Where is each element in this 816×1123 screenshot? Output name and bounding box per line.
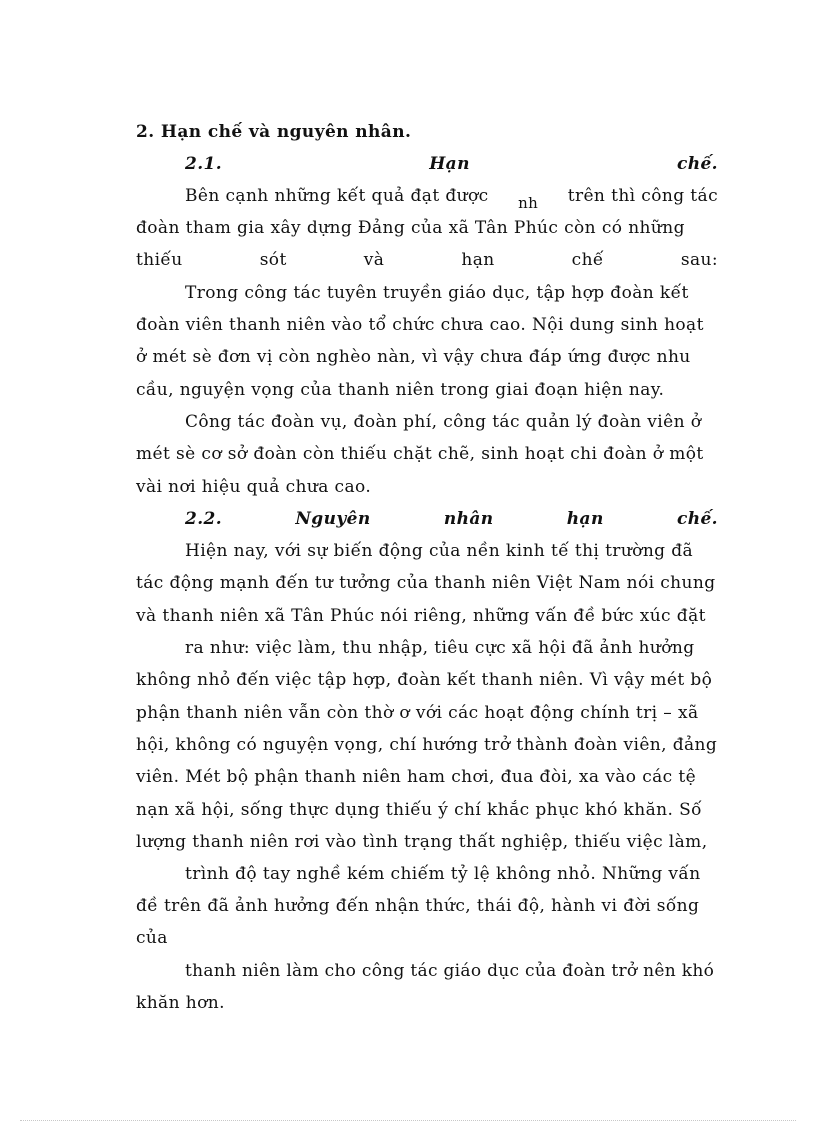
subsection-2-1-title bbox=[185, 153, 718, 175]
subsection-word: Hạn bbox=[429, 154, 470, 174]
text-line bbox=[185, 185, 718, 212]
page-bottom-divider bbox=[20, 1120, 796, 1121]
text-line-spread bbox=[136, 249, 718, 271]
text-line: phận thanh niên vẫn còn thờ ơ với các hoạt động chính trị – xã bbox=[136, 703, 699, 723]
text-line: mét sè cơ sở đoàn còn thiếu chặt chẽ, sinh hoạt chi đoàn ở một bbox=[136, 444, 704, 464]
word: chế bbox=[571, 250, 604, 270]
text-line: cầu, nguyện vọng của thanh niên trong giai đoạn hiện nay. bbox=[136, 380, 665, 400]
text-line: lượng thanh niên rơi vào tình trạng thất nghiệp, thiếu việc làm, bbox=[136, 832, 708, 852]
subsection-2-2-title bbox=[185, 508, 718, 530]
text-fragment: trên thì công tác bbox=[567, 186, 718, 206]
text-fragment: Bên cạnh những kết quả đạt được bbox=[185, 186, 489, 206]
word: sau: bbox=[680, 250, 718, 270]
text-line: ở mét sè đơn vị còn nghèo nàn, vì vậy chưa đáp ứng được nhu bbox=[136, 347, 691, 367]
word: thiếu bbox=[136, 250, 183, 270]
subsection-number: 2.2. bbox=[185, 509, 223, 529]
text-line: Trong công tác tuyên truyền giáo dục, tập hợp đoàn kết bbox=[185, 283, 689, 303]
subsection-word: chế. bbox=[676, 154, 718, 174]
word: và bbox=[363, 250, 385, 270]
text-line: thanh niên làm cho công tác giáo dục của đoàn trở nên khó bbox=[185, 961, 715, 981]
text-line: Công tác đoàn vụ, đoàn phí, công tác quản lý đoàn viên ở bbox=[185, 412, 702, 432]
subsection-number: 2.1. bbox=[185, 154, 223, 174]
text-fragment: đoàn tham gia xây dựng Đảng của xã Tân Phúc còn có những bbox=[136, 218, 685, 238]
text-line: vài nơi hiệu quả chưa cao. bbox=[136, 477, 372, 497]
text-line: tác động mạnh đến tư tưởng của thanh niên Việt Nam nói chung bbox=[136, 573, 716, 593]
text-line: đề trên đã ảnh hưởng đến nhận thức, thái độ, hành vi đời sống bbox=[136, 896, 700, 916]
text-line: ra như: việc làm, thu nhập, tiêu cực xã hội đã ảnh hưởng bbox=[185, 638, 695, 658]
text-line: không nhỏ đến việc tập hợp, đoàn kết thanh niên. Vì vậy mét bộ bbox=[136, 670, 713, 690]
text-line bbox=[136, 217, 718, 239]
text-line: đoàn viên thanh niên vào tổ chức chưa cao. Nội dung sinh hoạt bbox=[136, 315, 704, 335]
text-line: khăn hơn. bbox=[136, 993, 225, 1013]
text-line: của bbox=[136, 928, 168, 948]
subsection-word: hạn bbox=[566, 509, 604, 529]
text-line: nạn xã hội, sống thực dụng thiếu ý chí khắc phục khó khăn. Số bbox=[136, 800, 702, 820]
subsection-word: nhân bbox=[443, 509, 494, 529]
text-line: viên. Mét bộ phận thanh niên ham chơi, đua đòi, xa vào các tệ bbox=[136, 767, 697, 787]
word: hạn bbox=[461, 250, 495, 270]
text-line: và thanh niên xã Tân Phúc nói riêng, những vấn đề bức xúc đặt bbox=[136, 606, 706, 626]
subscript-fragment: nh bbox=[518, 194, 539, 212]
section-heading: 2. Hạn chế và nguyên nhân. bbox=[136, 122, 412, 142]
subsection-word: Nguyên bbox=[295, 509, 371, 529]
text-line: trình độ tay nghề kém chiếm tỷ lệ không nhỏ. Những vấn bbox=[185, 864, 701, 884]
text-line: Hiện nay, với sự biến động của nền kinh tế thị trường đã bbox=[185, 541, 694, 561]
text-line: hội, không có nguyện vọng, chí hướng trở thành đoàn viên, đảng bbox=[136, 735, 718, 755]
word: sót bbox=[259, 250, 287, 270]
subsection-word: chế. bbox=[676, 509, 718, 529]
